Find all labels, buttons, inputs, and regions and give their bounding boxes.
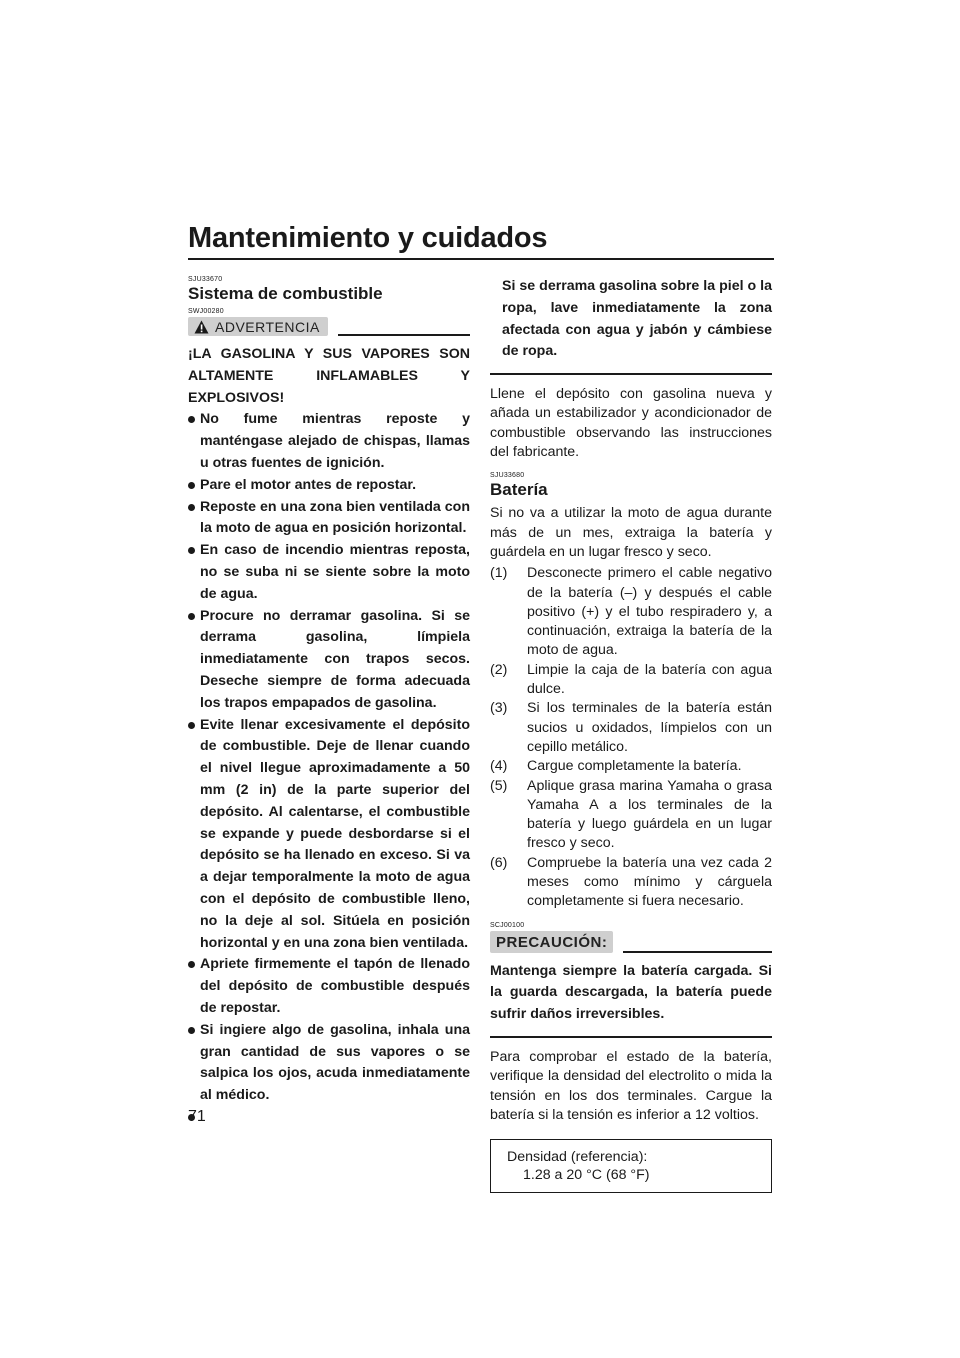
list-item: No fume mientras reposte y manténgase alejado de chispas, llamas u otras fuentes de ignición. bbox=[188, 409, 470, 474]
fuel-fill-instructions: Llene el depósito con gasolina nueva y añada un estabilizador y acondicionador de combustible observando las instrucciones del fabricante. bbox=[490, 386, 772, 461]
battery-steps bbox=[490, 564, 772, 911]
list-item: (5) Aplique grasa marina Yamaha o grasa Yamaha A a los terminales de la batería y luego guárdela en un lugar fresco y seco. bbox=[490, 777, 772, 852]
page-title: Mantenimiento y cuidados bbox=[188, 222, 548, 254]
battery-intro: Si no va a utilizar la moto de agua durante más de un mes, extraiga la batería y guárdela en un lugar fresco y seco. bbox=[490, 505, 772, 560]
list-item: (6) Compruebe la batería una vez cada 2 meses como mínimo y cárguela completamente si fuera necesario. bbox=[490, 854, 772, 910]
warning-intro: ¡LA GASOLINA Y SUS VAPORES SON ALTAMENTE INFLAMABLES Y EXPLOSIVOS! bbox=[188, 346, 470, 406]
warning-code: SWJ00280 bbox=[188, 308, 224, 315]
bullet-icon bbox=[188, 961, 195, 968]
bullet-icon bbox=[188, 547, 195, 554]
list-item: (1) Desconecte primero el cable negativo de la batería (–) y después el cable positivo (+) y el tubo respiradero y, a continuación, extraiga la batería de la moto de agua. bbox=[490, 565, 772, 659]
bullet-icon bbox=[188, 482, 195, 489]
warning-triangle-icon bbox=[194, 320, 215, 334]
left-column bbox=[188, 276, 470, 1107]
caution-header bbox=[490, 931, 772, 953]
warning-bullets bbox=[188, 409, 470, 1107]
spec-label: Densidad (referencia): bbox=[507, 1149, 648, 1166]
warning-header bbox=[188, 317, 470, 336]
list-item: (3) Si los terminales de la batería están sucios u oxidados, límpielos con un cepillo metálico. bbox=[490, 700, 772, 755]
bullet-icon bbox=[188, 416, 195, 423]
battery-check-text: Para comprobar el estado de la batería, verifique la densidad del electrolito o mida la tensión en los dos terminales. Cargue la batería si la tensión es inferior a 12 voltios. bbox=[490, 1049, 772, 1123]
list-item: Procure no derramar gasolina. Si se derrama gasolina, límpiela inmediatamente con trapos secos. Deseche siempre de forma adecuada los trapos empapados de gasolina. bbox=[188, 606, 470, 715]
section-code: SJU33680 bbox=[490, 472, 525, 480]
warning-badge bbox=[188, 317, 328, 336]
warning-label: ADVERTENCIA bbox=[215, 319, 320, 335]
caution-code: SCJ00100 bbox=[490, 921, 525, 929]
title-rule bbox=[188, 258, 774, 260]
list-item: (2) Limpie la caja de la batería con agua dulce. bbox=[490, 661, 772, 698]
page-number: 71 bbox=[188, 1108, 206, 1125]
warning-continuation: Si se derrama gasolina sobre la piel o la ropa, lave inmediatamente la zona afectada con agua y jabón y cámbiese de ropa. bbox=[502, 278, 772, 360]
spec-value: 1.28 a 20 °C (68 °F) bbox=[523, 1167, 650, 1184]
section-code: SJU33670 bbox=[188, 276, 223, 283]
section-title-battery: Batería bbox=[490, 480, 548, 500]
caution-end-rule bbox=[490, 1036, 772, 1038]
list-item: En caso de incendio mientras reposta, no se suba ni se siente sobre la moto de agua. bbox=[188, 540, 470, 605]
caution-text: Mantenga siempre la batería cargada. Si la guarda descargada, la batería puede sufrir daños irreversibles. bbox=[490, 962, 772, 1023]
list-item: Si ingiere algo de gasolina, inhala una gran cantidad de sus vapores o se salpica los ojos, acuda inmediatamente al médico. bbox=[188, 1020, 470, 1107]
bullet-icon bbox=[188, 1027, 195, 1034]
list-item: Reposte en una zona bien ventilada con la moto de agua en posición horizontal. bbox=[188, 497, 470, 541]
warning-end-rule bbox=[490, 373, 772, 375]
list-item: Pare el motor antes de repostar. bbox=[188, 475, 470, 497]
caution-badge: PRECAUCIÓN: bbox=[490, 931, 613, 953]
caution-rule bbox=[623, 951, 772, 953]
list-item: Evite llenar excesivamente el depósito de combustible. Deje de llenar cuando el nivel llegue aproximadamente a 50 mm (2 in) de la parte superior del depósito. Al calentarse, el combustible se expande y puede desbordarse si el depósito se ha llenado en exceso. Si va a dejar temporalmente la moto de agua con el depósito de combustible lleno, no la deje al sol. Sitúela en posición horizontal y en una zona bien ventilada. bbox=[188, 715, 470, 955]
list-item: Apriete firmemente el tapón de llenado del depósito de combustible después de repostar. bbox=[188, 954, 470, 1019]
bullet-icon bbox=[188, 504, 195, 511]
bullet-icon bbox=[188, 722, 195, 729]
spec-box bbox=[490, 1139, 772, 1193]
warning-rule bbox=[338, 334, 470, 336]
right-column bbox=[490, 276, 772, 1193]
bullet-icon bbox=[188, 613, 195, 620]
list-item: (4) Cargue completamente la batería. bbox=[490, 758, 742, 775]
section-title-fuel: Sistema de combustible bbox=[188, 284, 383, 303]
